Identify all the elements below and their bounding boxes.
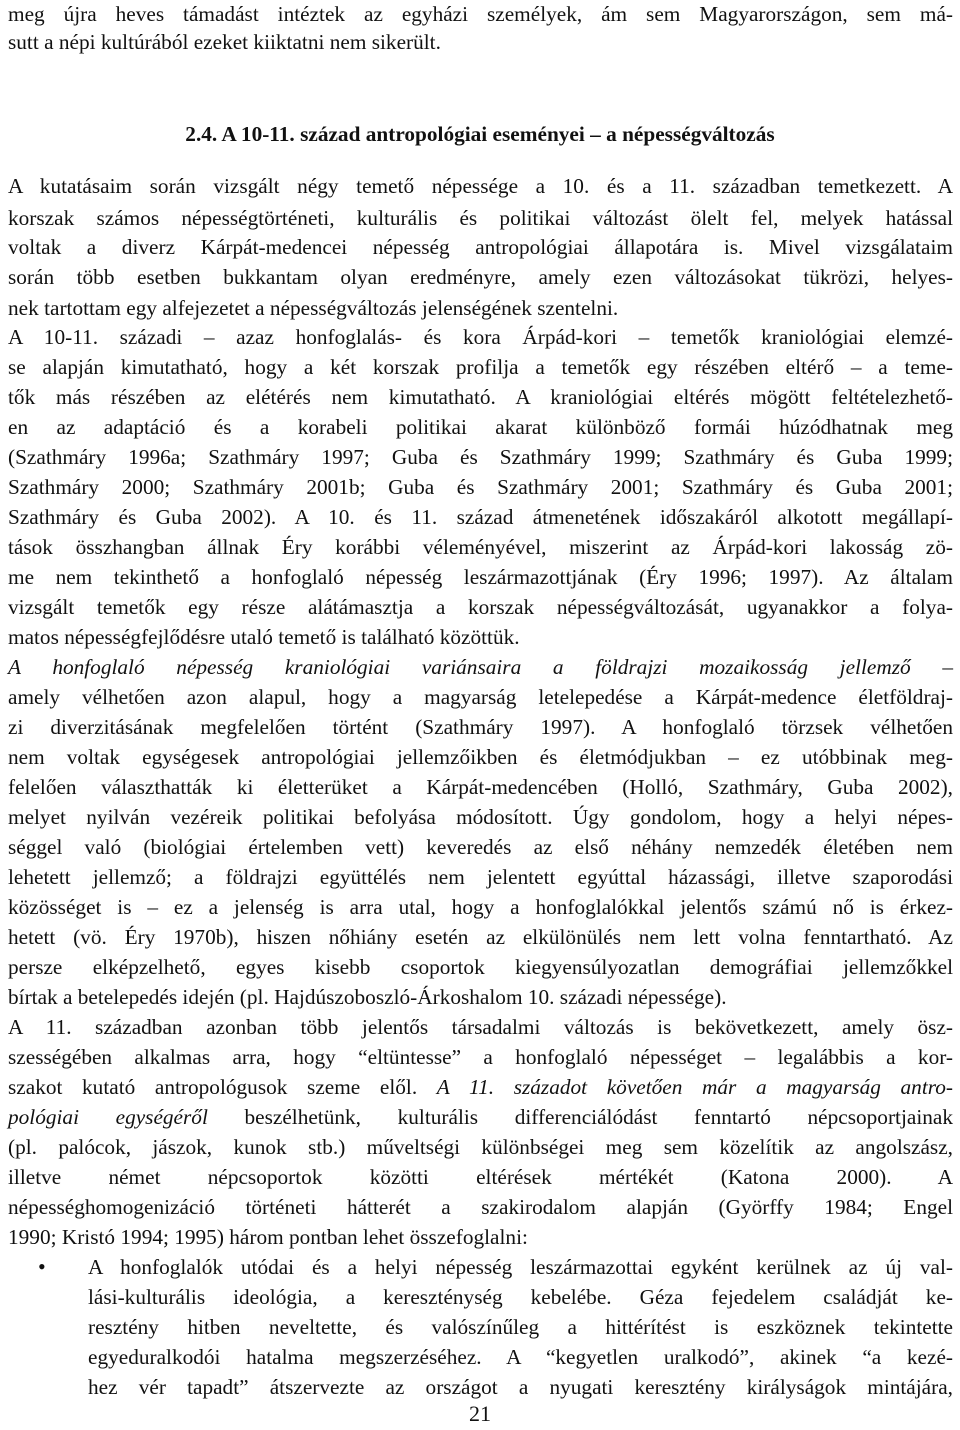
text-line: nem voltak egységesek antropológiai jellemzőikben és életmódjukban – ez utóbbinak meg- — [8, 745, 953, 769]
text-line: A kutatásaim során vizsgált négy temető népessége a 10. és a 11. században temetkezett. A — [8, 174, 953, 198]
bullet-text-line: hez vér tapadt” átszervezte az országot a nyugati keresztény királyságok mintájára, — [88, 1375, 953, 1399]
text-segment: beszélhetünk, kulturális differenciálódást fenntartó népcsoportjainak — [244, 1105, 953, 1129]
italic-segment: pológiai egységéről — [8, 1105, 208, 1129]
text-line: során több esetben bukkantam olyan eredményre, amely ezen változásokat tükrözi, helyes- — [8, 265, 953, 289]
text-line: en az adaptáció és a korabeli politikai akarat különböző formái húzódhatnak meg — [8, 415, 953, 439]
text-line: voltak a diverz Kárpát-medencei népesség antropológiai állapotára is. Mivel vizsgálataim — [8, 235, 953, 259]
text-line: szességében alkalmas arra, hogy “eltüntesse” a honfoglaló népességet – legalábbis a kor- — [8, 1045, 953, 1069]
text-line-mixed — [8, 1073, 953, 1101]
text-line-mixed — [8, 1103, 953, 1131]
bullet-text-line: resztény hitben neveltette, és valószínűleg a hittérítést is eszköznek tekintette — [88, 1315, 953, 1339]
text-line: nek tartottam egy alfejezetet a népességváltozás jelenségének szentelni. — [8, 296, 619, 320]
text-line: zi diverzitásának megfelelően történt (Szathmáry 1997). A honfoglaló törzsek vélhetően — [8, 715, 953, 739]
bullet-text-line: A honfoglalók utódai és a helyi népesség leszármazottai egyként kerülnek az új val- — [88, 1255, 953, 1279]
text-line: persze elképzelhető, egyes kisebb csoportok kiegyensúlyozatlan demográfiai jellemzőkkel — [8, 955, 953, 979]
text-line: (pl. palócok, jászok, kunok stb.) műveltségi különbségei meg sem közelítik az angolszász, — [8, 1135, 953, 1159]
text-segment: szakot kutató antropológusok szeme elől. — [8, 1075, 418, 1099]
text-line: melyet nyilván vezéreik politikai befolyása módosított. Úgy gondolom, hogy a helyi népes- — [8, 805, 953, 829]
text-line: bírtak a betelepedés idején (pl. Hajdúszoboszló-Árkoshalom 10. századi népessége). — [8, 985, 727, 1009]
text-line: korszak számos népességtörténeti, kulturális és politikai változást ölelt fel, melyek hatással — [8, 206, 953, 230]
bullet-text-line: lási-kulturális ideológia, a kereszténység kebelébe. Géza fejedelem családját ke- — [88, 1285, 953, 1309]
text-line: közösséget is – ez a jelenség is arra utal, hogy a honfoglalókkal jelentős számú nő is érkez- — [8, 895, 953, 919]
text-line: amely vélhetően azon alapul, hogy a magyarság letelepedése a Kárpát-medence életföldraj- — [8, 685, 953, 709]
text-line: A 11. században azonban több jelentős társadalmi változás is bekövetkezett, amely ösz- — [8, 1015, 953, 1039]
text-line: matos népességfejlődésre utaló temető is található közöttük. — [8, 625, 520, 649]
text-line: (Szathmáry 1996a; Szathmáry 1997; Guba és Szathmáry 1999; Szathmáry és Guba 1999; — [8, 445, 953, 469]
text-line: illetve német népcsoportok közötti eltérések mértékét (Katona 2000). A — [8, 1165, 953, 1189]
text-line: vizsgált temetők egy része alátámasztja a korszak népességváltozását, ugyanakkor a folya- — [8, 595, 953, 619]
text-line: tők más részében az elétérés nem kimutatható. A kraniológiai eltérés mögött feltételezhető- — [8, 385, 953, 409]
text-line: A honfoglaló népesség kraniológiai variánsaira a földrajzi mozaikosság jellemző – — [8, 655, 953, 679]
text-line: me nem tekinthető a honfoglaló népesség leszármazottjának (Éry 1996; 1997). Az általam — [8, 565, 953, 589]
text-line: Szathmáry és Guba 2002). A 10. és 11. század átmenetének időszakáról alkotott megállapí- — [8, 505, 953, 529]
text-line: 1990; Kristó 1994; 1995) három pontban lehet összefoglalni: — [8, 1225, 528, 1249]
text-line: lehetett jellemző; a földrajzi együttélés nem jelentett egyúttal házassági, illetve szaporodási — [8, 865, 953, 889]
bullet-text-line: egyeduralkodói hatalma megszerzéséhez. A “kegyetlen uralkodó”, akinek “a kezé- — [88, 1345, 953, 1369]
text-line: felelően választhatták ki életterüket a Kárpát-medencében (Holló, Szathmáry, Guba 2002), — [8, 775, 953, 799]
text-line: se alapján kimutatható, hogy a két korszak profilja a temetők egy részében eltérő – a teme- — [8, 355, 953, 379]
text-line: meg újra heves támadást intéztek az egyházi személyek, ám sem Magyarországon, sem má- — [8, 2, 953, 26]
text-line: A 10-11. századi – azaz honfoglalás- és kora Árpád-kori – temetők kraniológiai elemzé- — [8, 325, 953, 349]
text-line: séggel való (biológiai értelemben vett) keveredés az első néhány nemzedék életében nem — [8, 835, 953, 859]
text-line: tások összhangban állnak Éry korábbi véleményével, miszerint az Árpád-kori lakosság zö- — [8, 535, 953, 559]
text-line: népességhomogenizáció történeti hátterét a szakirodalom alapján (Györffy 1984; Engel — [8, 1195, 953, 1219]
text-line: sutt a népi kultúrából ezeket kiiktatni nem sikerült. — [8, 30, 441, 54]
italic-segment: A 11. századot követően már a magyarság antro- — [436, 1075, 953, 1099]
text-line: Szathmáry 2000; Szathmáry 2001b; Guba és Szathmáry 2001; Szathmáry és Guba 2001; — [8, 475, 953, 499]
page-number: 21 — [469, 1401, 491, 1426]
bullet-icon: • — [38, 1254, 46, 1279]
section-heading: 2.4. A 10-11. század antropológiai eseményei – a népességváltozás — [185, 122, 775, 146]
text-line: hetett (vö. Éry 1970b), hiszen nőhiány esetén az elkülönülés nem lett volna fenntartható. Az — [8, 925, 953, 949]
